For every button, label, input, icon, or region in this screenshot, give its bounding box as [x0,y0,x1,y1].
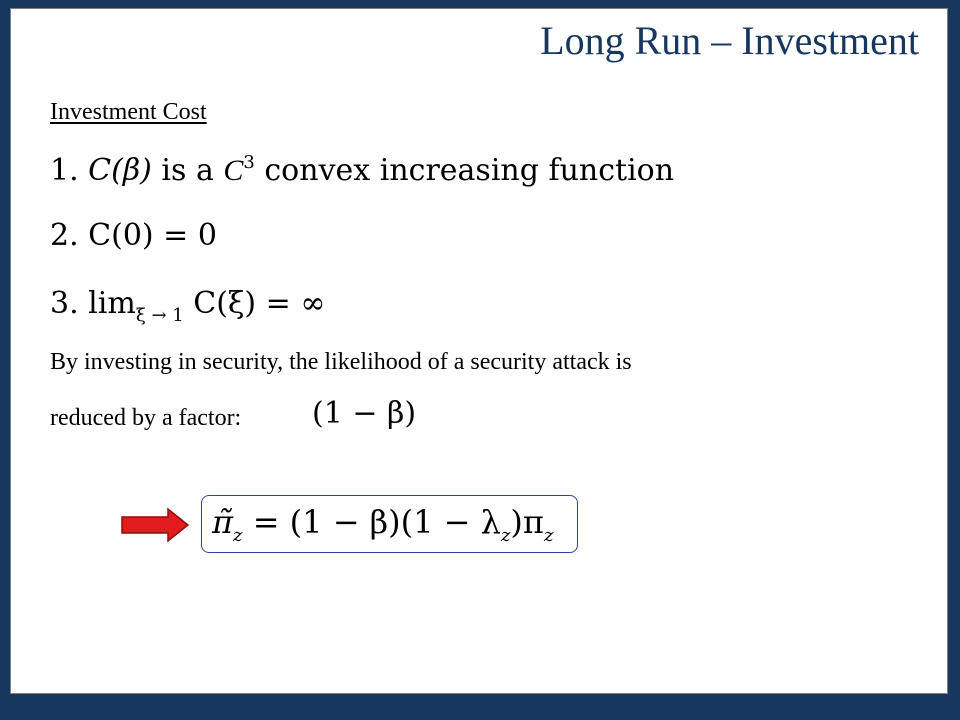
class-superscript: 3 [243,152,255,173]
item-number: 3. [50,286,79,321]
formula-subscript: z [500,525,511,546]
limit-operator: lim [88,286,136,321]
limit-subscript: ξ → 1 [135,305,184,326]
formula-middle: = (1 − β)(1 − λ [242,503,501,541]
body-text-line-2: reduced by a factor: [50,405,242,431]
class-symbol: C [223,154,244,187]
formula-subscript: z [233,525,243,546]
list-item-3 [50,286,325,326]
section-heading: Investment Cost [50,99,207,125]
cost-function-expr: C(β) [88,153,152,188]
list-item-2 [50,218,217,253]
item-number: 2. [50,218,79,253]
factor-expression: (1 − β) [312,396,417,431]
zero-cost-expr: C(0) = 0 [88,218,217,253]
item-text: convex increasing function [254,153,675,188]
item-number: 1. [50,153,79,188]
list-item-1 [50,152,674,188]
limit-expr: C(ξ) = ∞ [183,286,326,321]
right-arrow-icon [120,507,190,543]
body-text-line-1: By investing in security, the likelihood of a security attack is [50,349,632,375]
formula-end: )π [510,503,544,541]
formula-subscript: z [543,525,554,546]
adjusted-probability-formula [212,503,553,546]
slide-title: Long Run – Investment [540,18,919,63]
item-text: is a [151,153,224,188]
bottom-bar [0,694,960,720]
formula-lhs: π̃ [212,503,234,541]
